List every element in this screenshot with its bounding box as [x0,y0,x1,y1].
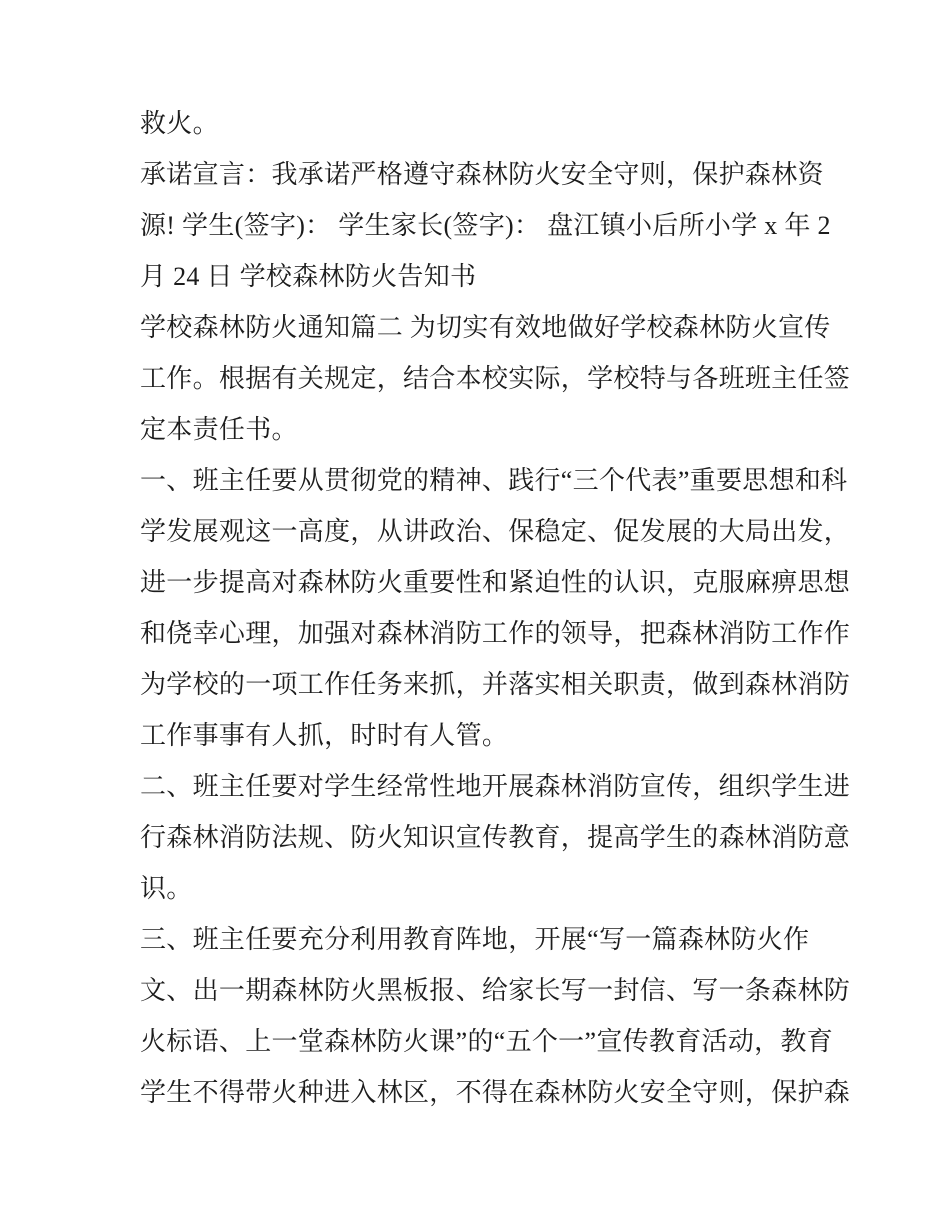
text-line: 承诺宣言：我承诺严格遵守森林防火安全守则，保护森林资 [140,160,824,189]
text-line: 工作事事有人抓，时时有人管。 [140,721,509,750]
text-line: 文、出一期森林防火黑板报、给家长写一封信、写一条森林防 [140,976,851,1005]
text-line: 源! 学生(签字)： 学生家长(签字)： 盘江镇小后所小学 x 年 2 [140,211,831,240]
text-line: 救火。 [140,109,219,138]
text-line: 进一步提高对森林防火重要性和紧迫性的认识，克服麻痹思想 [140,568,851,597]
text-line: 一、班主任要从贯彻党的精神、践行“三个代表”重要思想和科 [140,466,848,495]
text-line: 火标语、上一堂森林防火课”的“五个一”宣传教育活动，教育 [140,1027,834,1056]
text-line: 行森林消防法规、防火知识宣传教育，提高学生的森林消防意 [140,823,851,852]
text-line: 月 24 日 学校森林防火告知书 [140,262,477,291]
text-line: 工作。根据有关规定，结合本校实际，学校特与各班班主任签 [140,364,851,393]
document-body [140,98,851,1118]
text-line: 定本责任书。 [140,415,298,444]
text-line: 三、班主任要充分利用教育阵地，开展“写一篇森林防火作 [140,925,810,954]
text-line: 二、班主任要对学生经常性地开展森林消防宣传，组织学生进 [140,772,851,801]
text-line: 为学校的一项工作任务来抓，并落实相关职责，做到森林消防 [140,670,851,699]
text-line: 和侥幸心理，加强对森林消防工作的领导，把森林消防工作作 [140,619,851,648]
text-line: 学校森林防火通知篇二 为切实有效地做好学校森林防火宣传 [140,313,831,342]
text-line: 学生不得带火种进入林区，不得在森林防火安全守则，保护森 [140,1078,851,1107]
text-line: 学发展观这一高度，从讲政治、保稳定、促发展的大局出发， [140,517,851,546]
text-line: 识。 [140,874,193,903]
